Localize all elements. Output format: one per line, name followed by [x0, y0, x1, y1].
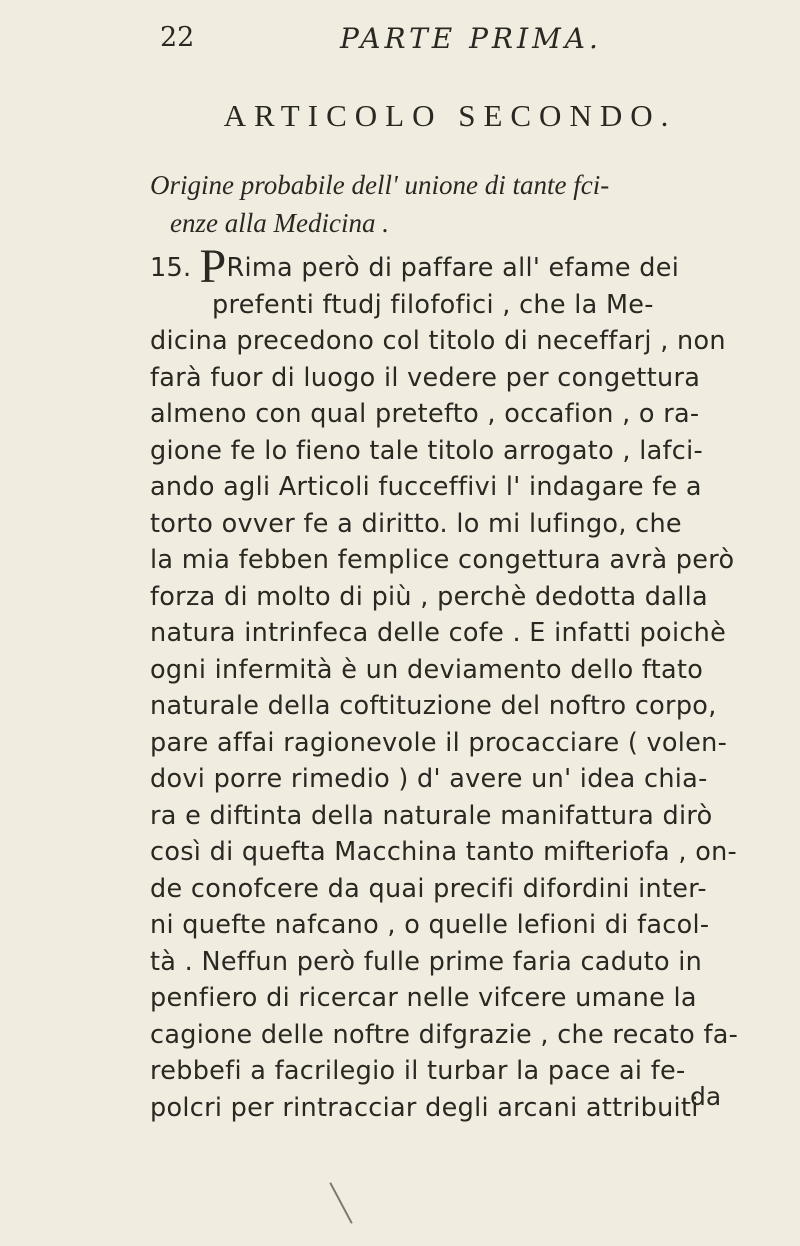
text-line-content: Rima però di paffare all' efame dei [226, 253, 680, 283]
text-line: prefenti ftudj filofofici , che la Me- [212, 289, 654, 320]
text-line: ando agli Articoli fucceffivi l' indagare fe a [150, 472, 702, 502]
text-line: ni quefte nafcano , o quelle lefioni di facol- [150, 910, 710, 940]
text-line: la mia febben femplice congettura avrà però [150, 545, 735, 575]
text-line: così di quefta Macchina tanto mifteriofa , on- [150, 837, 738, 867]
text-line: penfiero di ricercar nelle vifcere umane la [150, 983, 697, 1013]
article-subtitle [150, 166, 750, 242]
text-line: ra e diftinta della naturale manifattura dirò [150, 800, 713, 831]
paragraph-15 [150, 250, 760, 1126]
text-line: polcri per rintracciar degli arcani attribuiti [150, 1092, 699, 1123]
text-line [150, 250, 760, 287]
subtitle-line-2: enze alla Medicina . [170, 208, 389, 238]
page-number: 22 [160, 22, 195, 53]
article-title: ARTICOLO SECONDO. [223, 98, 677, 133]
text-line: almeno con qual pretefto , occafion , o ra- [150, 399, 700, 429]
text-line: torto ovver fe a diritto. lo mi lufingo, che [150, 508, 682, 539]
text-line: naturale della coftituzione del noftro corpo, [150, 691, 717, 721]
text-line: gione fe lo fieno tale titolo arrogato , lafci- [150, 435, 703, 466]
text-line: rebbefi a facrilegio il turbar la pace ai fe- [150, 1056, 686, 1086]
drop-cap: P [199, 250, 227, 287]
text-line: dovi porre rimedio ) d' avere un' idea chia- [150, 764, 708, 794]
paragraph-number: 15. [150, 253, 192, 283]
print-mark [329, 1182, 352, 1224]
catchword: da [690, 1082, 722, 1111]
text-line: pare affai ragionevole il procacciare ( volen- [150, 727, 728, 758]
text-line: tà . Neffun però fulle prime faria caduto in [150, 946, 703, 977]
text-line: forza di molto di più , perchè dedotta dalla [150, 581, 708, 612]
page-header [160, 22, 750, 62]
running-head: PARTE PRIMA. [340, 22, 602, 55]
text-line: cagione delle noftre difgrazie , che recato fa- [150, 1019, 739, 1050]
text-line: natura intrinfeca delle cofe . E infatti poichè [150, 618, 727, 648]
text-line: dicina precedono col titolo di neceffarj , non [150, 326, 726, 356]
text-line: farà fuor di luogo il vedere per congettura [150, 362, 701, 393]
text-line: ogni infermità è un deviamento dello ftato [150, 654, 704, 685]
subtitle-line-1: Origine probabile dell' unione di tante fci- [150, 170, 610, 200]
text-line: de conofcere da quai precifi difordini inter- [150, 873, 707, 904]
